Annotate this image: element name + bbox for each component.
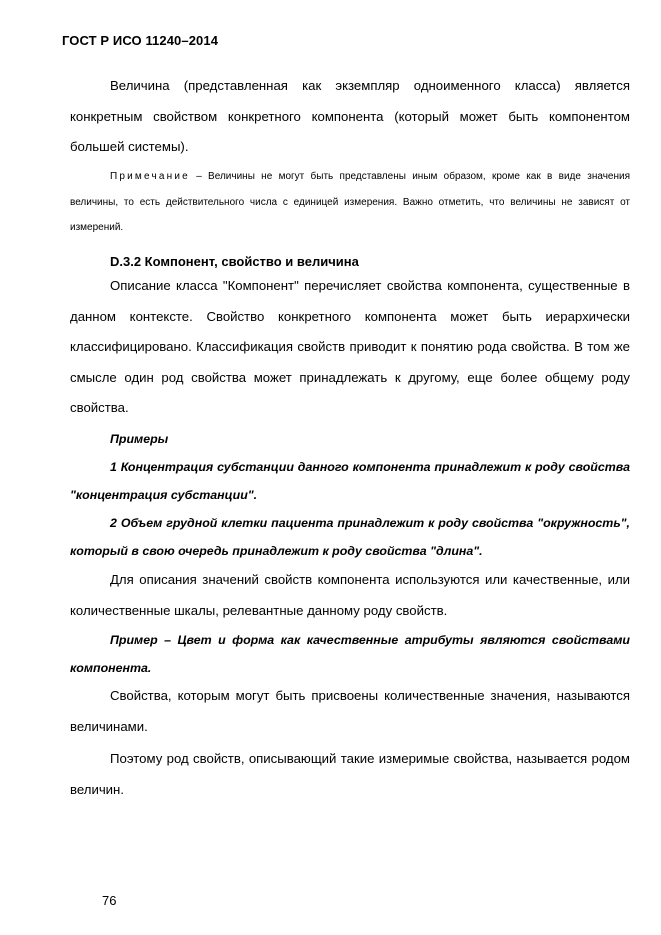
example-1: 1 Концентрация субстанции данного компонента принадлежит к роду свойства "концентрация субстанции". xyxy=(70,460,630,502)
example-block-color-form xyxy=(70,626,630,682)
paragraph-quantities xyxy=(70,681,630,742)
paragraph-text: Свойства, которым могут быть присвоены количественные значения, называются величинами. xyxy=(70,688,630,734)
paragraph-kind-of-quantity xyxy=(70,744,630,805)
paragraph-text: Описание класса "Компонент" перечисляет свойства компонента, существенные в данном контексте. Свойство конкретного компонента может быть иерархически классифицировано. Классификация свойств приводит к понятию рода свойства. В том же смысле один род свойства может принадлежать к другому, еще более общему роду свойства. xyxy=(70,278,630,415)
note-label: Примечание xyxy=(110,171,190,182)
section-title: D.3.2 Компонент, свойство и величина xyxy=(110,254,359,269)
example-3: Пример – Цвет и форма как качественные атрибуты являются свойствами компонента. xyxy=(70,633,630,675)
section-heading-block xyxy=(70,254,630,269)
paragraph-text: Для описания значений свойств компонента используются или качественные, или количественные шкалы, релевантные данному роду свойств. xyxy=(70,572,630,618)
paragraph-quantity-definition xyxy=(70,71,630,163)
example-2: 2 Объем грудной клетки пациента принадлежит к роду свойства "окружность", который в свою очередь принадлежит к роду свойства "длина". xyxy=(70,516,630,558)
note-paragraph xyxy=(70,164,630,241)
page-number: 76 xyxy=(102,893,117,908)
note-text: – Величины не могут быть представлены иным образом, кроме как в виде значения величины, то есть действительного числа с единицей измерения. Важно отметить, что величины не зависят от измерений. xyxy=(70,171,630,233)
document-header: ГОСТ Р ИСО 11240–2014 xyxy=(62,33,219,48)
paragraph-text: Поэтому род свойств, описывающий такие измеримые свойства, называется родом величин. xyxy=(70,751,630,797)
examples-block xyxy=(70,425,630,565)
paragraph-text: Величина (представленная как экземпляр одноименного класса) является конкретным свойством конкретного компонента (который может быть компонентом большей системы). xyxy=(70,78,630,154)
note-block xyxy=(70,164,630,241)
paragraph-scales xyxy=(70,565,630,626)
paragraph-component-description xyxy=(70,271,630,424)
examples-title: Примеры xyxy=(110,432,169,446)
